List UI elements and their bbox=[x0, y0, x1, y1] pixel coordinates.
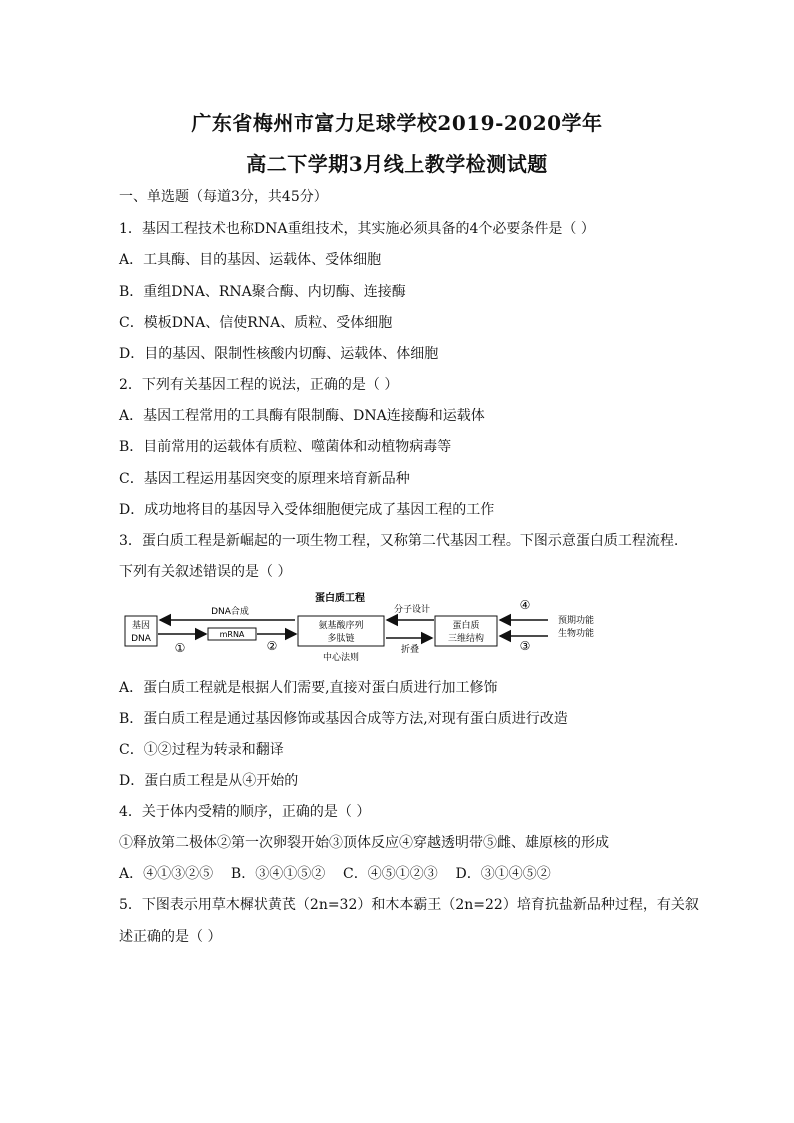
step-2-number: ② bbox=[266, 639, 278, 653]
gene-label-1: 基因 bbox=[131, 621, 151, 631]
question-2-option-c: C．基因工程运用基因突变的原理来培育新品种 bbox=[119, 471, 410, 487]
question-1-option-c: C．模板DNA、信使RNA、质粒、受体细胞 bbox=[119, 315, 393, 331]
step-1-number: ① bbox=[174, 641, 186, 655]
question-5-stem-line1: 5．下图表示用草木樨状黄芪（2n=32）和木本霸王（2n=22）培育抗盐新品种过程，有关叙 bbox=[119, 897, 699, 913]
question-4-options: A．④①③②⑤ B．③④①⑤② C．④⑤①②③ D．③①④⑤② bbox=[119, 866, 551, 882]
gene-label-2: DNA bbox=[131, 634, 151, 644]
question-2-option-a: A．基因工程常用的工具酶有限制酶、DNA连接酶和运载体 bbox=[119, 408, 485, 424]
expected-function-label: 预期功能 bbox=[557, 616, 595, 626]
mrna-label: mRNA bbox=[219, 630, 245, 639]
dna-synthesis-label: DNA合成 bbox=[211, 607, 249, 617]
question-1-option-d: D．目的基因、限制性核酸内切酶、运载体、体细胞 bbox=[119, 346, 439, 362]
question-3-option-a: A．蛋白质工程就是根据人们需要,直接对蛋白质进行加工修饰 bbox=[119, 680, 498, 696]
section-heading: 一、单选题（每道3分，共45分） bbox=[119, 189, 328, 205]
diagram-title: 蛋白质工程 bbox=[315, 593, 365, 604]
folding-label: 折叠 bbox=[400, 645, 420, 655]
question-1-option-a: A．工具酶、目的基因、运载体、受体细胞 bbox=[119, 252, 382, 268]
question-3-option-b: B．蛋白质工程是通过基因修饰或基因合成等方法,对现有蛋白质进行改造 bbox=[119, 711, 568, 727]
biological-function-label: 生物功能 bbox=[557, 629, 595, 639]
question-2-option-d: D．成功地将目的基因导入受体细胞便完成了基因工程的工作 bbox=[119, 502, 495, 518]
question-3-option-c: C．①②过程为转录和翻译 bbox=[119, 742, 284, 758]
question-3-stem-line2: 下列有关叙述错误的是（ ） bbox=[119, 564, 292, 580]
document-title-line2: 高二下学期3月线上教学检测试题 bbox=[246, 152, 548, 176]
protein-label-2: 三维结构 bbox=[447, 634, 485, 644]
question-4-stem: 4．关于体内受精的顺序，正确的是（ ） bbox=[119, 804, 371, 820]
question-4-items: ①释放第二极体②第一次卵裂开始③顶体反应④穿越透明带⑤雌、雄原核的形成 bbox=[119, 835, 609, 851]
protein-label-1: 蛋白质 bbox=[452, 621, 480, 631]
step-3-number: ③ bbox=[519, 639, 531, 653]
question-2-stem: 2．下列有关基因工程的说法，正确的是（ ） bbox=[119, 377, 399, 393]
amino-label-2: 多肽链 bbox=[327, 634, 355, 644]
molecular-design-label: 分子设计 bbox=[393, 605, 431, 615]
amino-label-1: 氨基酸序列 bbox=[318, 621, 364, 631]
central-dogma-label: 中心法则 bbox=[322, 653, 360, 663]
question-3-stem-line1: 3．蛋白质工程是新崛起的一项生物工程，又称第二代基因工程。下图示意蛋白质工程流程. bbox=[119, 533, 679, 549]
question-1-stem: 1．基因工程技术也称DNA重组技术，其实施必须具备的4个必要条件是（ ） bbox=[119, 221, 595, 237]
question-1-option-b: B．重组DNA、RNA聚合酶、内切酶、连接酶 bbox=[119, 284, 406, 300]
protein-engineering-diagram bbox=[120, 590, 610, 670]
question-3-option-d: D．蛋白质工程是从④开始的 bbox=[119, 773, 299, 789]
document-title-line1: 广东省梅州市富力足球学校2019-2020学年 bbox=[191, 111, 603, 135]
step-4-number: ④ bbox=[519, 598, 531, 612]
question-5-stem-line2: 述正确的是（ ） bbox=[119, 929, 222, 945]
question-2-option-b: B．目前常用的运载体有质粒、噬菌体和动植物病毒等 bbox=[119, 439, 452, 455]
